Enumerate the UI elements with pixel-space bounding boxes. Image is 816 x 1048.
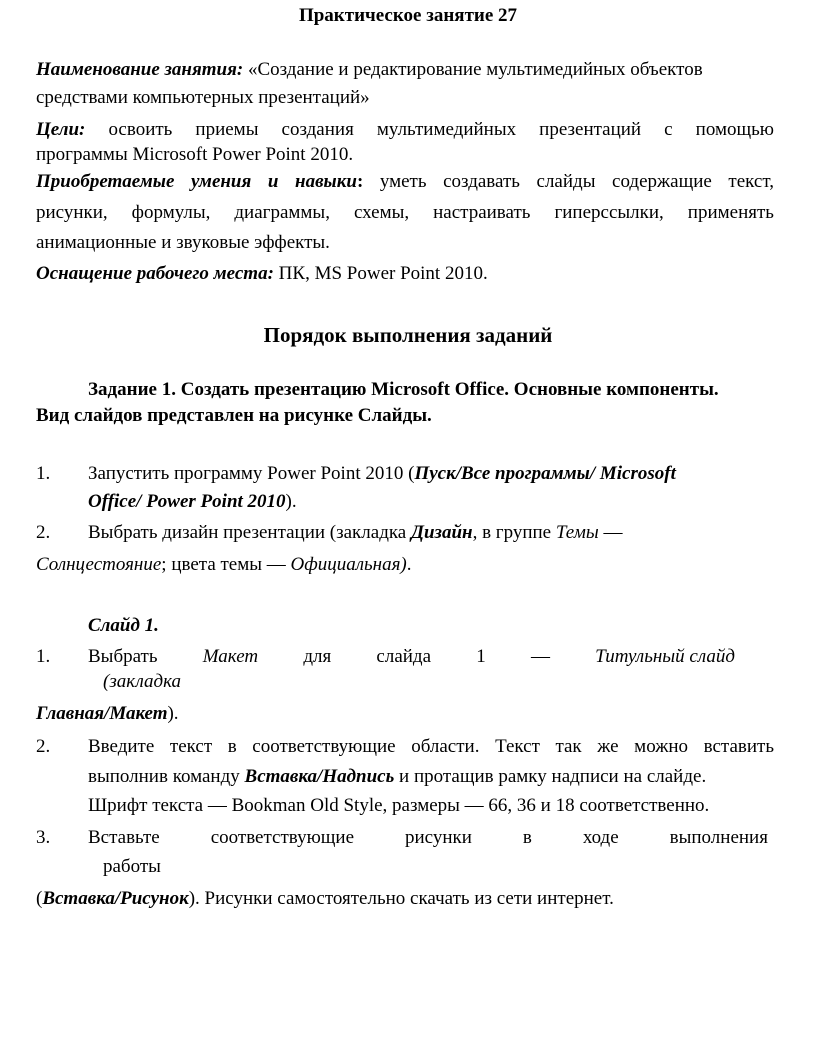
skills-word: диаграммы, bbox=[234, 202, 330, 223]
slide-1-heading: Слайд 1. bbox=[88, 615, 159, 636]
item-1-word: Выбрать bbox=[88, 646, 158, 667]
step-2-line-1 bbox=[88, 521, 622, 545]
item-3-word: соответствующие bbox=[210, 827, 355, 848]
item-3-command: Вставка/Рисунок bbox=[42, 888, 189, 909]
task-line-1: Задание 1. Создать презентацию Microsoft Office. Основные компоненты. bbox=[88, 379, 719, 400]
item-2-word: вставить bbox=[703, 736, 774, 757]
slide-1-item-2-line-3: Шрифт текста — Bookman Old Style, размеры — 66, 36 и 18 соответственно. bbox=[88, 795, 710, 816]
goals-word: освоить bbox=[108, 119, 173, 140]
item-2-word: же bbox=[597, 736, 619, 757]
skills-label-word: и bbox=[267, 171, 279, 192]
item-2-word: соответствующие bbox=[252, 736, 396, 757]
equipment-label: Оснащение рабочего места: bbox=[36, 263, 274, 284]
item-3-word: выполнения bbox=[669, 827, 768, 848]
task-line-2: Вид слайдов представлен на рисунке Слайды. bbox=[36, 405, 432, 426]
skills-line-3: анимационные и звуковые эффекты. bbox=[36, 232, 330, 253]
item-2-word: текст bbox=[169, 736, 213, 757]
skills-word: настраивать bbox=[433, 202, 531, 223]
skills-label-word: Приобретаемые bbox=[36, 171, 175, 192]
skills-word: схемы, bbox=[353, 202, 410, 223]
slide-1-item-1-number: 1. bbox=[36, 646, 51, 667]
skills-colon: : bbox=[356, 171, 364, 192]
item-1-word: слайда bbox=[376, 646, 432, 667]
skills-word: создавать bbox=[443, 171, 520, 192]
item-1-word: Титульный слайд bbox=[595, 646, 735, 667]
equipment-value: ПК, MS Power Point 2010. bbox=[278, 263, 488, 284]
step-2-text-3: ; цвета темы — bbox=[161, 554, 291, 575]
step-2-theme: Солнцестояние bbox=[36, 554, 162, 575]
skills-word: содержащие bbox=[612, 171, 712, 192]
lesson-name-label: Наименование занятия: bbox=[36, 59, 244, 80]
step-2-number: 2. bbox=[36, 522, 51, 543]
item-1-word: Макет bbox=[202, 646, 259, 667]
step-1-path-part-1: Пуск/Все программы/ Microsoft bbox=[414, 463, 676, 484]
step-1-path-part-2: Office/ Power Point 2010 bbox=[88, 491, 286, 512]
step-2-text: Выбрать дизайн презентации (закладка bbox=[88, 522, 411, 543]
goals-line-1 bbox=[36, 118, 774, 142]
item-2-word: можно bbox=[634, 736, 689, 757]
slide-1-item-1-line-3 bbox=[36, 702, 179, 726]
step-2-tab: Дизайн bbox=[411, 522, 473, 543]
skills-line-1 bbox=[36, 170, 774, 194]
slide-1-item-1-line-1 bbox=[88, 645, 735, 669]
slide-1-item-3-number: 3. bbox=[36, 827, 51, 848]
item-1-end: ). bbox=[167, 703, 179, 724]
slide-1-item-3-line-3 bbox=[36, 887, 614, 911]
item-2-word: так bbox=[555, 736, 582, 757]
goals-word: презентаций bbox=[539, 119, 642, 140]
item-1-word: 1 bbox=[476, 646, 486, 667]
item-2-command: Вставка/Надпись bbox=[244, 766, 395, 787]
item-2-word: Введите bbox=[88, 736, 155, 757]
equipment-line bbox=[36, 262, 488, 286]
lesson-name-value-2: средствами компьютерных презентаций» bbox=[36, 87, 370, 108]
skills-label-word: умения bbox=[190, 171, 252, 192]
slide-1-item-3-tail: работы bbox=[103, 856, 161, 877]
skills-word: уметь bbox=[379, 171, 427, 192]
skills-word: формулы, bbox=[131, 202, 211, 223]
item-2-word: Текст bbox=[495, 736, 540, 757]
step-2-colors: Официальная) bbox=[290, 554, 407, 575]
goals-label: Цели: bbox=[36, 119, 86, 140]
skills-word: рисунки, bbox=[36, 202, 108, 223]
step-2-dash: — bbox=[598, 522, 623, 543]
step-1-line-2 bbox=[88, 490, 297, 514]
item-2-text-b: и протащив рамку надписи на слайде. bbox=[394, 766, 707, 787]
goals-word: создания bbox=[281, 119, 354, 140]
item-2-word: в bbox=[227, 736, 237, 757]
step-1-line-1 bbox=[88, 462, 676, 486]
step-1-text: Запустить программу Power Point 2010 ( bbox=[88, 463, 415, 484]
skills-label-group bbox=[295, 170, 363, 194]
skills-word: применять bbox=[687, 202, 774, 223]
item-1-path: Главная/Макет bbox=[36, 703, 168, 724]
slide-1-item-2-number: 2. bbox=[36, 736, 51, 757]
slide-1-item-1-tail: (закладка bbox=[103, 671, 182, 692]
item-3-word: рисунки bbox=[404, 827, 472, 848]
slide-1-item-2-line-1 bbox=[88, 735, 774, 759]
page-title: Практическое занятие 27 bbox=[298, 5, 518, 26]
goals-word: приемы bbox=[195, 119, 259, 140]
slide-1-item-3-line-1 bbox=[88, 826, 768, 850]
step-2-group: Темы bbox=[555, 522, 599, 543]
step-2-end: . bbox=[406, 554, 412, 575]
step-2-text-2: , в группе bbox=[472, 522, 556, 543]
skills-label-word: навыки bbox=[295, 171, 357, 192]
step-2-line-2 bbox=[36, 553, 412, 577]
item-3-word: в bbox=[522, 827, 532, 848]
slide-1-item-2-line-2 bbox=[88, 765, 706, 789]
item-3-word: ходе bbox=[582, 827, 619, 848]
item-2-word: области. bbox=[411, 736, 480, 757]
step-1-number: 1. bbox=[36, 463, 51, 484]
goals-line-2: программы Microsoft Power Point 2010. bbox=[36, 144, 354, 165]
skills-word: текст, bbox=[728, 171, 774, 192]
lesson-name-line-1 bbox=[36, 58, 703, 82]
lesson-name-value-1: «Создание и редактирование мультимедийных объектов bbox=[247, 59, 703, 80]
skills-word: слайды bbox=[536, 171, 596, 192]
step-1-end: ). bbox=[285, 491, 297, 512]
skills-line-2 bbox=[36, 201, 774, 225]
goals-word: мультимедийных bbox=[376, 119, 517, 140]
skills-word: гиперссылки, bbox=[554, 202, 664, 223]
section-title: Порядок выполнения заданий bbox=[263, 323, 553, 347]
item-3-end: ). Рисунки самостоятельно скачать из сети интернет. bbox=[188, 888, 614, 909]
item-3-open: ( bbox=[36, 888, 43, 909]
item-2-text-a: выполнив команду bbox=[88, 766, 245, 787]
item-1-word: для bbox=[303, 646, 332, 667]
goals-word: с bbox=[664, 119, 673, 140]
item-3-word: Вставьте bbox=[88, 827, 160, 848]
goals-word: помощью bbox=[695, 119, 774, 140]
item-1-word: — bbox=[530, 646, 550, 667]
